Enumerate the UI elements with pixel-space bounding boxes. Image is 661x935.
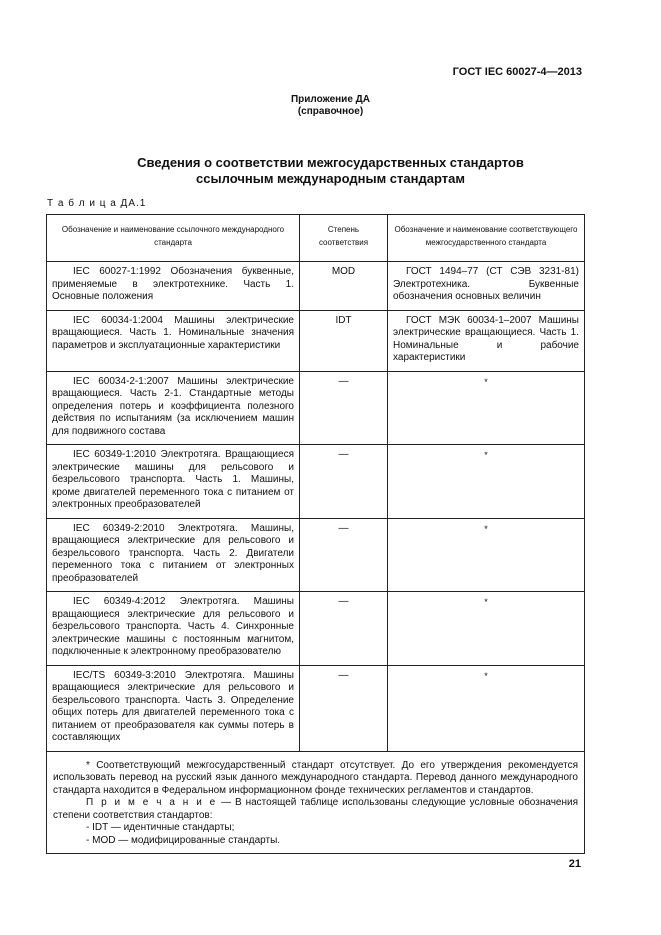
- table-label: Т а б л и ц а ДА.1: [47, 198, 147, 209]
- reference-cell: IEC 60349-4:2012 Электротяга. Машины вращающиеся электрические для рельсового и безрельсового транспорта. Часть 4. Синхронные электрические машины с постоянным магнитом, подключенные к электронному преобразователю: [47, 592, 300, 666]
- national-cell: *: [388, 665, 585, 751]
- header-national-standard: Обозначение и наименование соответствующего межгосударственного стандарта: [388, 215, 585, 262]
- header-reference-standard: Обозначение и наименование ссылочного международного стандарта: [47, 215, 300, 262]
- document-title: [0, 155, 661, 187]
- degree-cell: —: [300, 518, 388, 592]
- table-header-row: [47, 215, 585, 262]
- table-row: [47, 592, 585, 666]
- national-cell: *: [388, 445, 585, 519]
- table-row: [47, 310, 585, 371]
- header-degree: Степень соответствия: [300, 215, 388, 262]
- degree-cell: —: [300, 665, 388, 751]
- notes-row: [47, 751, 585, 854]
- reference-cell: IEC/TS 60349-3:2010 Электротяга. Машины вращающиеся электрические для рельсового и безрельсового транспорта. Часть 3. Определение общих потерь для двигателей переменного тока с питанием от преобразователя как суммы потерь в составляющих: [47, 665, 300, 751]
- degree-cell: MOD: [300, 262, 388, 311]
- national-cell: *: [388, 371, 585, 445]
- reference-cell: IEC 60349-2:2010 Электротяга. Машины, вращающиеся электрические для рельсового и безрельсового транспорта. Часть 2. Двигатели переменного тока с питанием от электронных преобразователей: [47, 518, 300, 592]
- title-line-2: ссылочным международным стандартам: [196, 171, 465, 186]
- degree-cell: IDT: [300, 310, 388, 371]
- reference-cell: IEC 60027-1:1992 Обозначения буквенные, применяемые в электротехнике. Часть 1. Основные положения: [47, 262, 300, 311]
- correspondence-table: [46, 214, 585, 854]
- national-cell: ГОСТ МЭК 60034-1–2007 Машины электрические вращающиеся. Часть 1. Номинальные и рабочие характеристики: [388, 310, 585, 371]
- national-cell: ГОСТ 1494–77 (СТ СЭВ 3231-81) Электротехника. Буквенные обозначения основных величин: [388, 262, 585, 311]
- list-item: - MOD — модифицированные стандарты.: [86, 834, 281, 846]
- national-cell: *: [388, 518, 585, 592]
- notes-cell: [47, 751, 585, 854]
- degree-cell: —: [300, 371, 388, 445]
- note-label: П р и м е ч а н и е: [86, 797, 218, 808]
- title-line-1: Сведения о соответствии межгосударственных стандартов: [137, 155, 524, 170]
- degree-cell: —: [300, 445, 388, 519]
- table-row: [47, 518, 585, 592]
- reference-cell: IEC 60034-1:2004 Машины электрические вращающиеся. Часть 1. Номинальные значения параметров и эксплуатационные характеристики: [47, 310, 300, 371]
- annex-heading: [0, 94, 661, 118]
- reference-cell: IEC 60349-1:2010 Электротяга. Вращающиеся электрические машины для рельсового и безрельсового транспорта. Часть 1. Машины, кроме двигателей переменного тока с питанием от электронных преобразователей: [47, 445, 300, 519]
- footnote: * Соответствующий межгосударственный стандарт отсутствует. До его утверждения рекомендуется использовать перевод на русский язык данного международного стандарта. Перевод данного международного стандарта находится в Федеральном информационном фонде технических регламентов и стандартов.: [53, 759, 578, 796]
- reference-cell: IEC 60034-2-1:2007 Машины электрические вращающиеся. Часть 2-1. Стандартные методы определения потерь и коэффициента полезного действия по испытаниям (за исключением машин для подвижного состава: [47, 371, 300, 445]
- annex-subtitle: (справочное): [297, 106, 364, 117]
- table-row: [47, 371, 585, 445]
- table-row: [47, 445, 585, 519]
- note-text: — В настоящей таблице использованы следующие условные обозначения степени соответствия стандартов:: [53, 797, 578, 821]
- annex-title: Приложение ДА: [290, 94, 371, 105]
- list-item: - IDT — идентичные стандарты;: [86, 822, 235, 833]
- note: [53, 797, 578, 822]
- table-row: [47, 665, 585, 751]
- page-number: 21: [568, 858, 581, 870]
- table-row: [47, 262, 585, 311]
- standard-code: ГОСТ IEC 60027-4—2013: [452, 66, 582, 78]
- degree-cell: —: [300, 592, 388, 666]
- national-cell: *: [388, 592, 585, 666]
